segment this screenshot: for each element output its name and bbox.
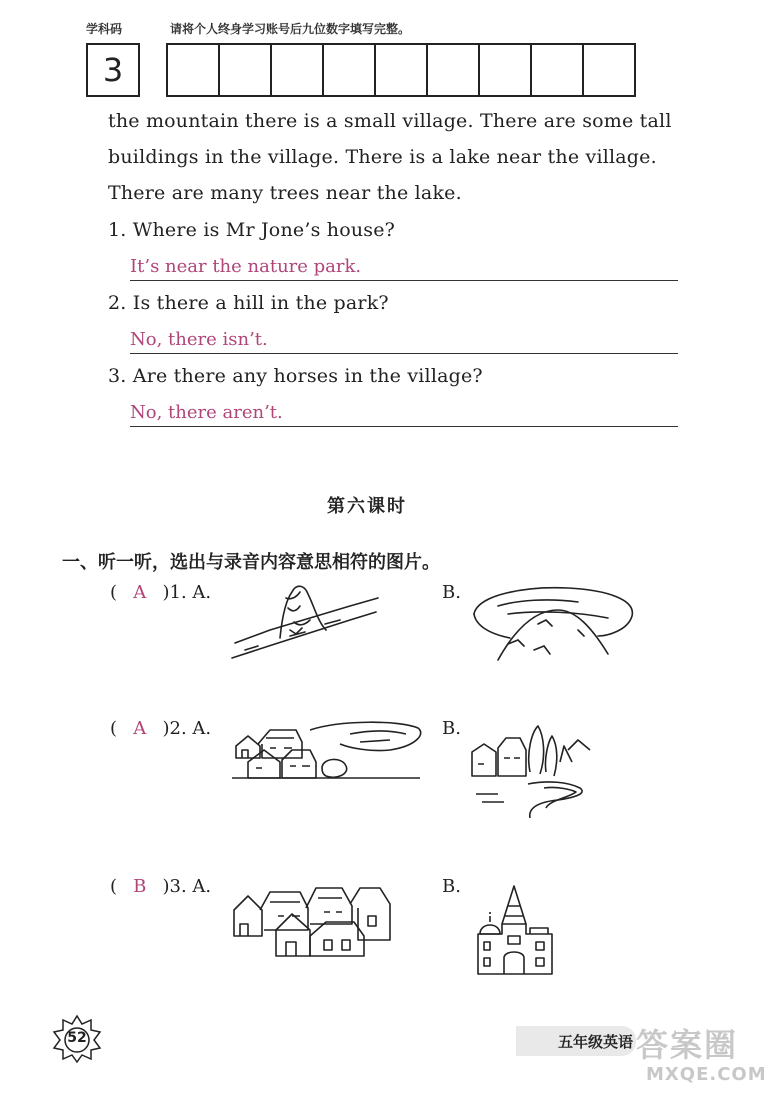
question-text: 1. Where is Mr Jone’s house?	[108, 219, 396, 241]
choice-answer: A	[133, 718, 147, 739]
lesson-title: 第六课时	[327, 496, 407, 517]
houses-cluster-icon	[230, 880, 400, 960]
code-prefix-cell: 3	[86, 43, 140, 97]
code-cell[interactable]	[426, 43, 480, 97]
passage-line: There are many trees near the lake.	[108, 182, 462, 204]
village-lake-icon	[230, 718, 425, 784]
option-b-label: B.	[442, 718, 461, 739]
code-cell[interactable]	[582, 43, 636, 97]
code-cell[interactable]	[166, 43, 220, 97]
item-row	[110, 718, 211, 739]
paren-open: (	[110, 876, 118, 897]
account-instruction: 请将个人终身学习账号后九位数字填写完整。	[170, 22, 411, 36]
item-row	[110, 876, 211, 897]
grade-subject-label: 五年级英语	[558, 1033, 634, 1051]
paren-open: (	[110, 718, 118, 739]
church-building-icon	[474, 884, 556, 976]
choice-answer: B	[133, 876, 147, 897]
section-title: 一、听一听，选出与录音内容意思相符的图片。	[62, 552, 440, 573]
subject-code-label: 学科码	[86, 22, 123, 36]
watermark-brand: 答案圈	[636, 1026, 739, 1064]
answer-text: It’s near the nature park.	[130, 256, 362, 277]
mountain-river-icon	[230, 578, 380, 666]
code-cell[interactable]	[374, 43, 428, 97]
passage-line: buildings in the village. There is a lake near the village.	[108, 146, 657, 168]
option-b-label: B.	[442, 582, 461, 603]
watermark-url: MXQE.COM	[646, 1064, 767, 1085]
answer-underline	[130, 353, 678, 354]
answer-underline	[130, 426, 678, 427]
code-cell[interactable]	[322, 43, 376, 97]
choice-answer: A	[133, 582, 147, 603]
paren-open: (	[110, 582, 118, 603]
passage-line: the mountain there is a small village. There are some tall	[108, 110, 672, 132]
code-cell[interactable]	[478, 43, 532, 97]
item-number: )1. A.	[162, 582, 212, 603]
option-b-label: B.	[442, 876, 461, 897]
question-text: 2. Is there a hill in the park?	[108, 292, 389, 314]
question-text: 3. Are there any horses in the village?	[108, 365, 483, 387]
answer-text: No, there aren’t.	[130, 402, 283, 423]
item-number: )3. A.	[162, 876, 212, 897]
item-row	[110, 582, 211, 603]
page-number: 52	[67, 1030, 87, 1046]
learning-account-code-boxes	[86, 43, 634, 97]
item-number: )2. A.	[162, 718, 212, 739]
hill-lake-icon	[468, 584, 638, 664]
answer-text: No, there isn’t.	[130, 329, 268, 350]
code-cell[interactable]	[530, 43, 584, 97]
village-river-icon	[468, 722, 598, 822]
answer-underline	[130, 280, 678, 281]
code-cell[interactable]	[270, 43, 324, 97]
code-cell[interactable]	[218, 43, 272, 97]
